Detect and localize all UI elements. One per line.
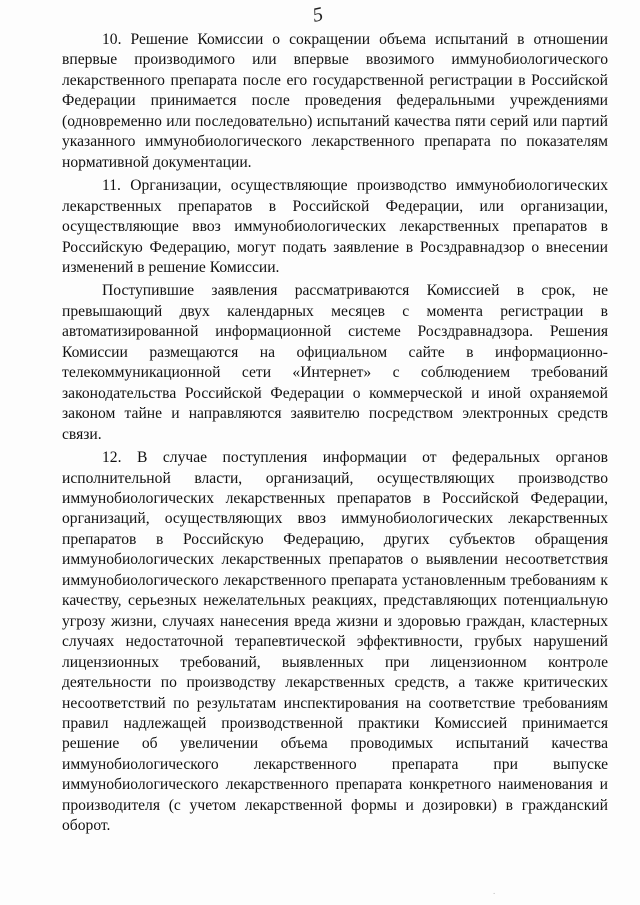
paragraph-11: 11. Организации, осуществляющие производство иммунобиологических лекарственных препаратов в Российской Федерации, или организации, осуществляющие ввоз иммунобиологических лекарственных препаратов в Российскую Федерацию, могут подать заявление в Росздравнадзор о внесении изменений в решение Комиссии.	[62, 177, 608, 276]
paragraph-10: 10. Решение Комиссии о сокращении объема испытаний в отношении впервые производимого или впервые ввозимого иммунобиологического лекарственного препарата после его государственной регистрации в Российской Федерации принимается после проведения федеральными учреждениями (одновременно или последовательно) испытаний качества пяти серий или партий указанного иммунобиологического лекарственного препарата по показателям нормативной документации.	[62, 31, 608, 171]
scan-mark: .	[493, 886, 496, 896]
page-number: 5	[310, 3, 326, 27]
paragraph-11-continuation: Поступившие заявления рассматриваются Комиссией в срок, не превышающий двух календарных месяцев с момента регистрации в автоматизированной информационной системе Росздравнадзора. Решения Комиссии размещаются на официальном сайте в информационно-телекоммуникационной сети «Интернет» с соблюдением требований законодательства Российской Федерации о коммерческой и иной охраняемой законом тайне и направляются заявителю посредством электронных средств связи.	[62, 282, 608, 443]
document-body	[62, 30, 608, 840]
paragraph-12: 12. В случае поступления информации от федеральных органов исполнительной власти, организаций, осуществляющих производство иммунобиологических лекарственных препаратов в Российской Федерации, организаций, осуществляющих ввоз иммунобиологических лекарственных препаратов в Российскую Федерацию, других субъектов обращения иммунобиологических лекарственных препаратов о выявлении несоответствия иммунобиологического лекарственного препарата установленным требованиям к качеству, серьезных нежелательных реакциях, представляющих потенциальную угрозу жизни, случаях нанесения вреда жизни и здоровью граждан, кластерных случаях недостаточной терапевтической эффективности, грубых нарушений лицензионных требований, выявленных при лицензионном контроле деятельности по производству лекарственных средств, а также критических несоответствий по результатам инспектирования на соответствие требованиям правил надлежащей производственной практики Комиссией принимается решение об увеличении объема проводимых испытаний качества иммунобиологического лекарственного препарата при выпуске иммунобиологического лекарственного препарата конкретного наименования и производителя (с учетом лекарственной формы и дозировки) в гражданский оборот.	[62, 449, 608, 835]
